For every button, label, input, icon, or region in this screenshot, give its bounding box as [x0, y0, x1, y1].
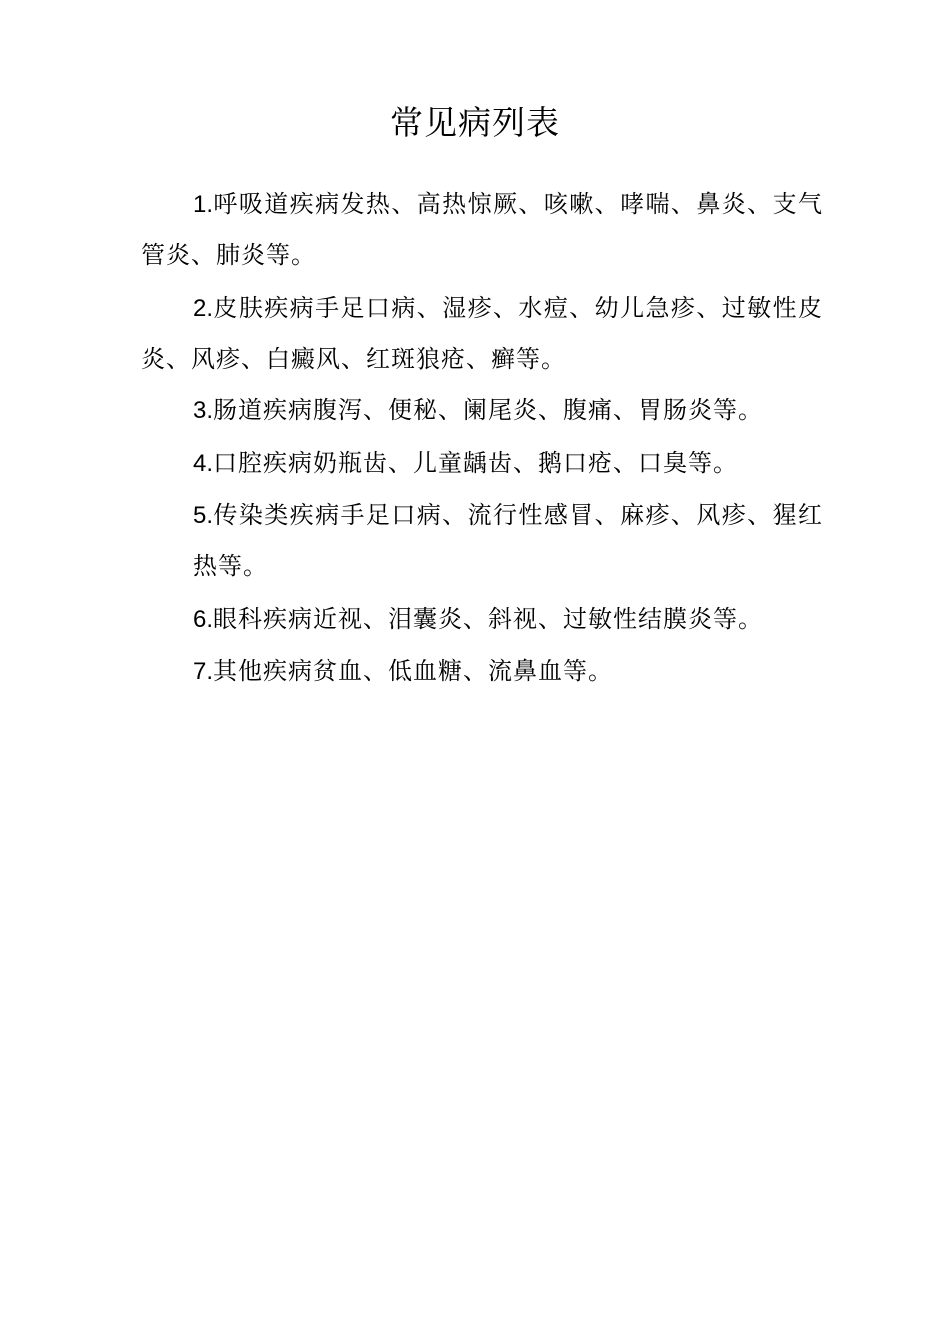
list-item-intestinal — [141, 385, 823, 436]
list-item-number: 3. — [193, 397, 214, 424]
list-item-number: 1. — [193, 191, 214, 218]
list-item-text: 呼吸道疾病发热、高热惊厥、咳嗽、哮喘、鼻炎、支气管炎、肺炎等。 — [141, 190, 823, 269]
list-item-number: 5. — [193, 502, 214, 529]
list-item-text: 口腔疾病奶瓶齿、儿童龋齿、鹅口疮、口臭等。 — [213, 449, 739, 477]
list-item-number: 4. — [193, 450, 214, 477]
list-item-number: 2. — [193, 295, 214, 322]
page-title: 常见病列表 — [390, 103, 560, 142]
list-item-skin — [141, 283, 823, 385]
list-item-number: 7. — [193, 658, 214, 685]
list-item-ophthalmic — [141, 594, 823, 645]
list-item-text: 传染类疾病手足口病、流行性感冒、麻疹、风疹、猩红热等。 — [193, 501, 823, 580]
list-item-text: 其他疾病贫血、低血糖、流鼻血等。 — [213, 657, 614, 685]
list-item-infectious — [141, 490, 823, 592]
list-item-oral — [141, 438, 823, 489]
list-item-respiratory — [141, 179, 823, 281]
list-item-other — [141, 646, 823, 697]
list-item-text: 眼科疾病近视、泪囊炎、斜视、过敏性结膜炎等。 — [213, 605, 764, 633]
list-item-text: 皮肤疾病手足口病、湿疹、水痘、幼儿急疹、过敏性皮炎、风疹、白癜风、红斑狼疮、癣等。 — [141, 294, 823, 373]
list-item-number: 6. — [193, 606, 214, 633]
list-item-text: 肠道疾病腹泻、便秘、阑尾炎、腹痛、胃肠炎等。 — [213, 396, 764, 424]
